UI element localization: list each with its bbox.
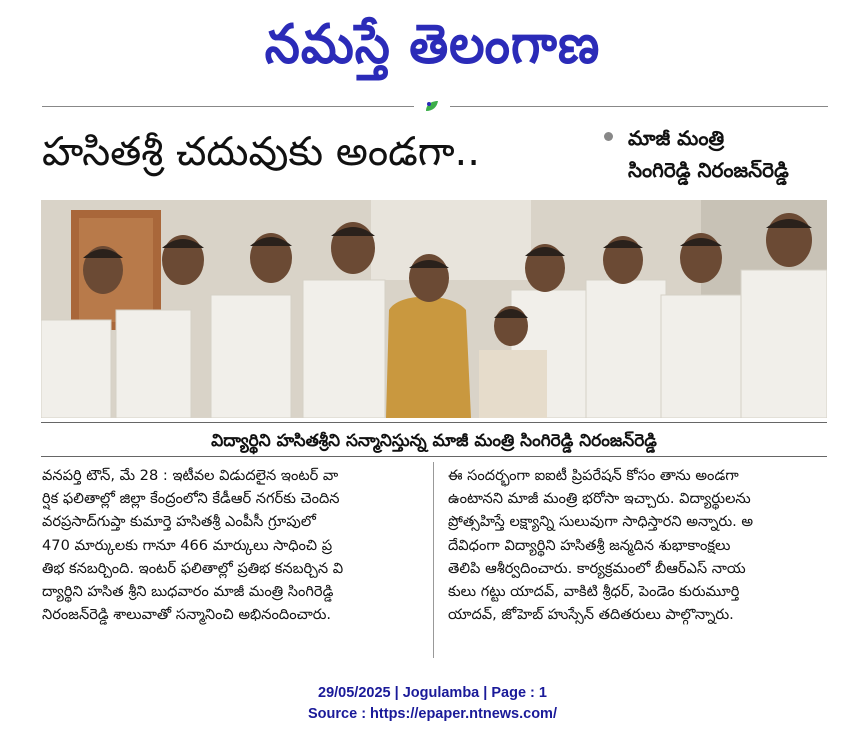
footer-separator: |: [390, 685, 403, 701]
byline-title: మాజీ మంత్రి: [628, 126, 725, 150]
article-line: 470 మార్కులకు గానూ 466 మార్కులు సాధించి ప్ర: [42, 536, 333, 554]
article-line: ద్యార్థిని హసిత శ్రీని బుధవారం మాజీ మంత్రి సింగిరెడ్డి: [42, 583, 334, 601]
group-photo-illustration: [41, 200, 827, 418]
article-line: ప్రోత్సహిస్తే లక్ష్యాన్ని సులువుగా సాధిస్తారని అన్నారు. అ: [448, 513, 754, 531]
photo-caption: విద్యార్థిని హసితశ్రీని సన్మానిస్తున్న మాజీ మంత్రి సింగిరెడ్డి నిరంజన్‌రెడ్డి: [211, 431, 657, 451]
caption-rule-top: [41, 422, 827, 423]
footer-meta: [0, 683, 865, 704]
article-line: దేవిధంగా విద్యార్థిని హసితశ్రీ జన్మదిన శుభాకాంక్షలు: [448, 536, 731, 554]
footer-date: 29/05/2025: [318, 685, 391, 701]
column-divider: [433, 462, 434, 658]
header-rule-right: [450, 106, 828, 107]
masthead: [0, 4, 865, 94]
article-line: కులు గట్టు యాదవ్, వాకిటి శ్రీధర్, పెండెం కురుమూర్తి: [448, 583, 740, 601]
header-rule-left: [42, 106, 414, 107]
leaf-ornament-icon: [424, 99, 442, 113]
news-photo: [41, 200, 827, 418]
article-line: ర్షిక ఫలితాల్లో జిల్లా కేంద్రంలోని కేడీఆర్ నగర్‌కు చెందిన: [42, 490, 340, 508]
byline: [628, 122, 838, 186]
article-line: తిభ కనబర్చింది. ఇంటర్ ఫలితాల్లో ప్రతిభ కనబర్చిన వి: [42, 559, 344, 577]
article-headline: హసితశ్రీ చదువుకు అండగా..: [42, 129, 480, 175]
bullet-icon: [604, 132, 613, 141]
article-line: ఈ సందర్భంగా ఐఐటీ ప్రిపరేషన్ కోసం తాను అండగా: [448, 467, 739, 484]
footer-separator: |: [479, 685, 492, 701]
byline-name: సింగిరెడ్డి నిరంజన్‌రెడ్డి: [628, 158, 789, 182]
footer-page: Page : 1: [491, 685, 547, 701]
footer-edition: Jogulamba: [402, 685, 480, 701]
article-line: వరప్రసాద్‌గుప్తా కుమార్తె హసితశ్రీ ఎంపీసీ గ్రూపులో: [42, 513, 316, 531]
article-line: వనపర్తి టౌన్, మే 28 : ఇటీవల విడుదలైన ఇంటర్ వా: [42, 467, 339, 484]
newspaper-logo: నమస్తే తెలంగాణ: [264, 12, 601, 76]
article-column-left: [42, 464, 422, 626]
article-line: తెలిపి ఆశీర్వదించారు. కార్యక్రమంలో బీఆర్‌ఎస్ నాయ: [448, 559, 746, 577]
page-footer: [0, 683, 865, 725]
caption-rule-bottom: [41, 456, 827, 457]
article-line: నిరంజన్‌రెడ్డి శాలువాతో సన్మానించి అభినందించారు.: [42, 606, 332, 624]
article-line: యాదవ్, జోహెబ్ హుస్సేన్ తదితరులు పాల్గొన్నారు.: [448, 606, 734, 624]
article-column-right: [448, 464, 828, 626]
article-line: ఉంటానని మాజీ మంత్రి భరోసా ఇచ్చారు. విద్యార్థులను: [448, 490, 751, 508]
footer-source-link[interactable]: Source : https://epaper.ntnews.com/: [308, 706, 557, 722]
